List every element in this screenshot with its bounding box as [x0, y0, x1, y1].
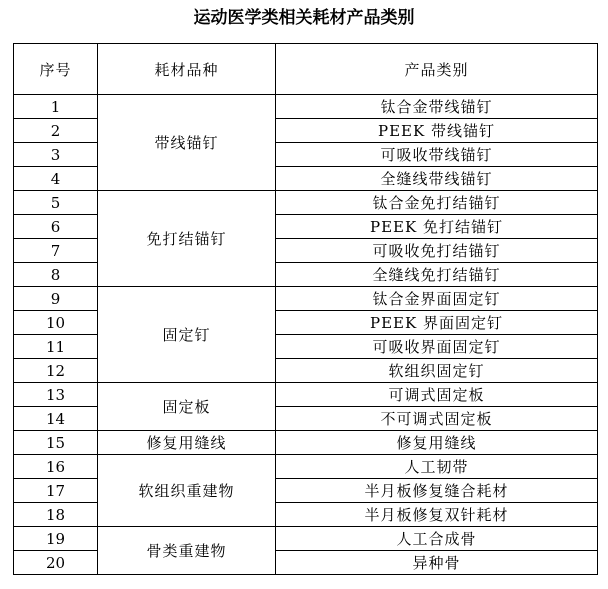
row-number: 13 — [14, 383, 98, 407]
material-cell: 骨类重建物 — [98, 527, 276, 575]
row-number: 16 — [14, 455, 98, 479]
product-cell: 钛合金免打结锚钉 — [276, 191, 598, 215]
row-number: 10 — [14, 311, 98, 335]
table-row — [14, 527, 598, 551]
table-body — [14, 95, 598, 575]
product-cell: 可吸收带线锚钉 — [276, 143, 598, 167]
product-cell: 半月板修复双针耗材 — [276, 503, 598, 527]
material-cell: 免打结锚钉 — [98, 191, 276, 287]
product-cell: PEEK 免打结锚钉 — [276, 215, 598, 239]
product-cell: 钛合金带线锚钉 — [276, 95, 598, 119]
table-row — [14, 383, 598, 407]
material-cell: 软组织重建物 — [98, 455, 276, 527]
product-cell: 钛合金界面固定钉 — [276, 287, 598, 311]
product-cell: 异种骨 — [276, 551, 598, 575]
row-number: 11 — [14, 335, 98, 359]
header-material: 耗材品种 — [98, 44, 276, 95]
product-cell: PEEK 界面固定钉 — [276, 311, 598, 335]
material-cell: 固定钉 — [98, 287, 276, 383]
product-cell: 不可调式固定板 — [276, 407, 598, 431]
row-number: 17 — [14, 479, 98, 503]
header-no: 序号 — [14, 44, 98, 95]
product-cell: 人工合成骨 — [276, 527, 598, 551]
row-number: 3 — [14, 143, 98, 167]
product-cell: 软组织固定钉 — [276, 359, 598, 383]
row-number: 14 — [14, 407, 98, 431]
product-cell: 全缝线带线锚钉 — [276, 167, 598, 191]
row-number: 7 — [14, 239, 98, 263]
row-number: 6 — [14, 215, 98, 239]
row-number: 5 — [14, 191, 98, 215]
table-row — [14, 95, 598, 119]
row-number: 15 — [14, 431, 98, 455]
table-row — [14, 191, 598, 215]
row-number: 19 — [14, 527, 98, 551]
table-row — [14, 431, 598, 455]
product-category-table — [13, 43, 598, 575]
product-cell: 全缝线免打结锚钉 — [276, 263, 598, 287]
table-row — [14, 287, 598, 311]
product-cell: 可调式固定板 — [276, 383, 598, 407]
row-number: 20 — [14, 551, 98, 575]
row-number: 9 — [14, 287, 98, 311]
header-row — [14, 44, 598, 95]
table-row — [14, 455, 598, 479]
row-number: 18 — [14, 503, 98, 527]
product-cell: 可吸收免打结锚钉 — [276, 239, 598, 263]
material-cell: 修复用缝线 — [98, 431, 276, 455]
row-number: 8 — [14, 263, 98, 287]
header-product: 产品类别 — [276, 44, 598, 95]
product-cell: 修复用缝线 — [276, 431, 598, 455]
product-cell: PEEK 带线锚钉 — [276, 119, 598, 143]
product-cell: 人工韧带 — [276, 455, 598, 479]
page-title: 运动医学类相关耗材产品类别 — [193, 8, 415, 28]
row-number: 2 — [14, 119, 98, 143]
row-number: 12 — [14, 359, 98, 383]
material-cell: 带线锚钉 — [98, 95, 276, 191]
material-cell: 固定板 — [98, 383, 276, 431]
row-number: 4 — [14, 167, 98, 191]
product-cell: 半月板修复缝合耗材 — [276, 479, 598, 503]
product-cell: 可吸收界面固定钉 — [276, 335, 598, 359]
row-number: 1 — [14, 95, 98, 119]
